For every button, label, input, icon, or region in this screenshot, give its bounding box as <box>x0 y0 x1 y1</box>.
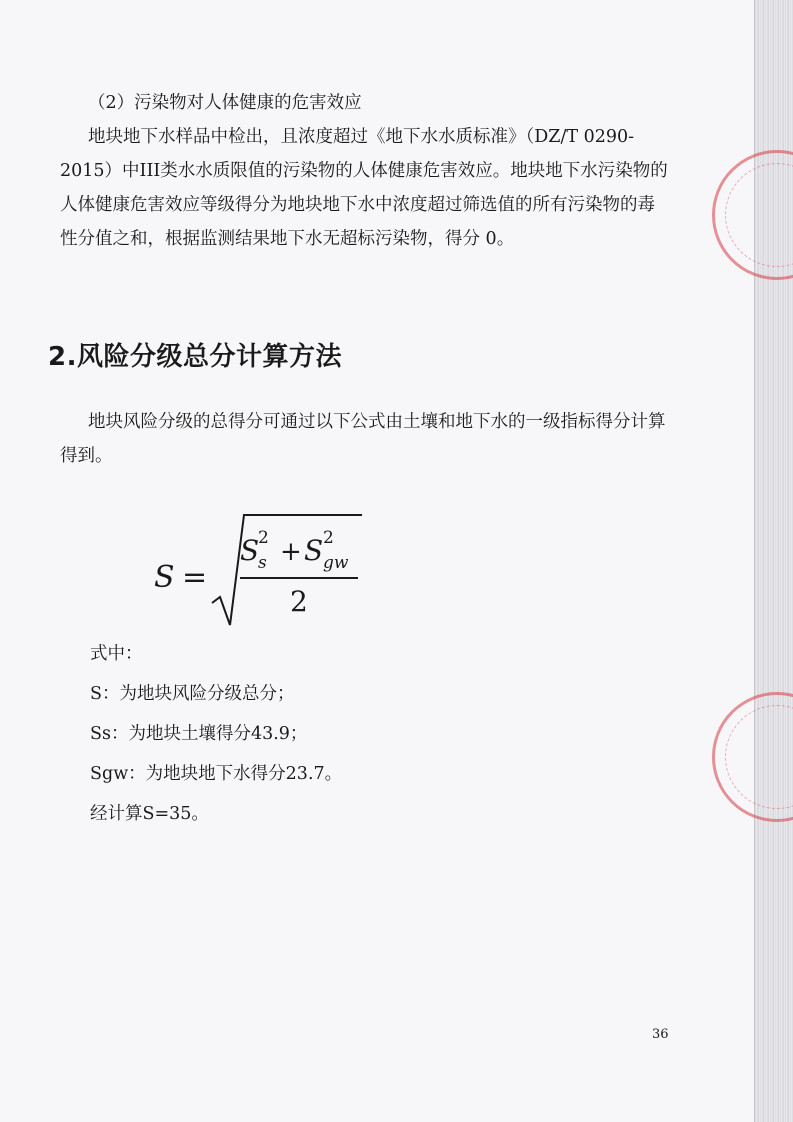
paragraph-formula-intro: 地块风险分级的总得分可通过以下公式由土壤和地下水的一级指标得分计算得到。 <box>60 412 666 466</box>
term2-subscript: gw <box>323 553 349 573</box>
formula-lhs: S <box>154 560 175 595</box>
definition-line: 式中： <box>90 644 143 664</box>
page-number: 36 <box>652 1027 669 1042</box>
definition-line: Sgw：为地块地下水得分23.7。 <box>90 764 343 784</box>
paragraph-health-effects: 地块地下水样品中检出，且浓度超过《地下水水质标准》（DZ/T 0290-2015）中III类水水质限值的污染物的人体健康危害效应。地块地下水污染物的人体健康危害效应等级得分为地块地下水中浓度超过筛选值的所有污染物的毒性分值之和，根据监测结果地下水无超标污染物，得分 0。 <box>60 127 668 249</box>
term2-exponent: 2 <box>323 528 334 548</box>
formula-equals: = <box>182 560 208 595</box>
section-heading: 2.风险分级总分计算方法 <box>48 342 342 372</box>
term1-exponent: 2 <box>258 528 269 548</box>
term1-subscript: s <box>258 553 267 573</box>
formula-plus: + <box>280 537 302 567</box>
definition-line: 经计算S=35。 <box>90 804 209 824</box>
red-seal-stamp <box>712 692 793 822</box>
risk-score-formula <box>140 505 380 630</box>
term2-base: S <box>304 534 324 567</box>
red-seal-stamp <box>712 150 793 280</box>
definition-line: S：为地块风险分级总分； <box>90 684 295 704</box>
subsection-title: （2）污染物对人体健康的危害效应 <box>88 93 362 113</box>
term1-base: S <box>240 534 260 567</box>
definition-line: Ss：为地块土壤得分43.9； <box>90 724 308 744</box>
formula-denominator: 2 <box>290 585 308 618</box>
